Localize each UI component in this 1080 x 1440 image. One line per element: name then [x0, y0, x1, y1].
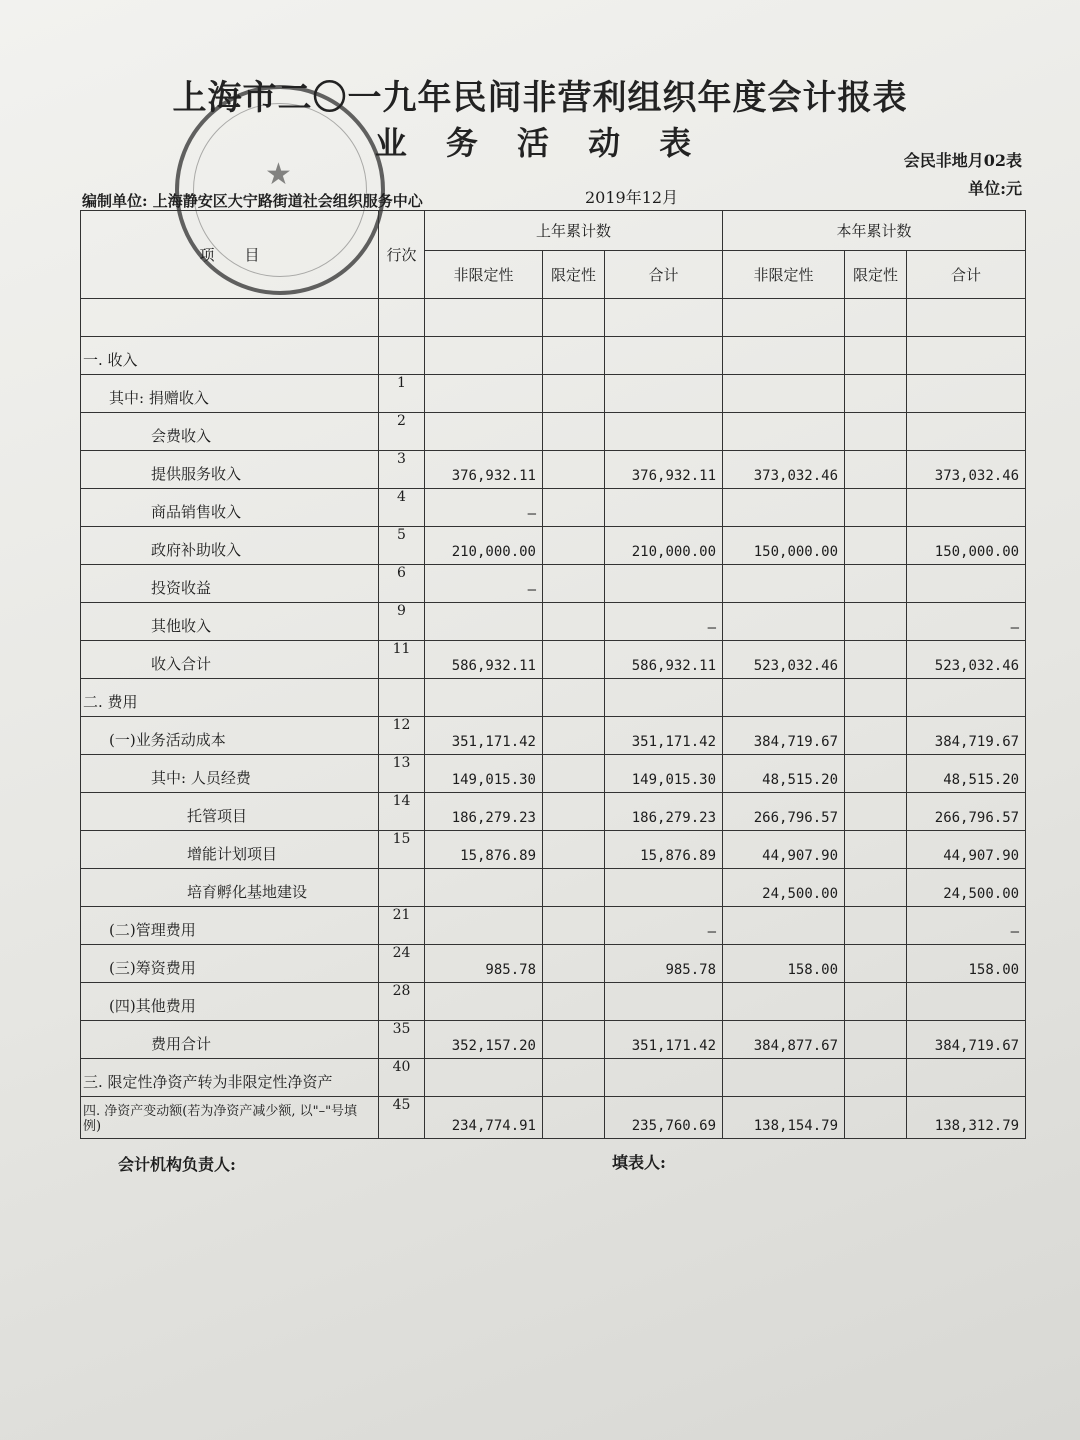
cell-curr-total — [907, 413, 1026, 451]
cell-prev-restricted — [543, 755, 605, 793]
cell-prev-total: 586,932.11 — [605, 641, 723, 679]
header-prev-restricted: 限定性 — [543, 251, 605, 299]
cell-prev-total: 149,015.30 — [605, 755, 723, 793]
cell-curr-total — [907, 337, 1026, 375]
row-item-label: 增能计划项目 — [81, 831, 379, 869]
cell-curr-restricted — [845, 983, 907, 1021]
cell-prev-unrestricted — [425, 679, 543, 717]
cell-curr-restricted — [845, 565, 907, 603]
header-curr-year: 本年累计数 — [723, 211, 1026, 251]
row-item-label: 一. 收入 — [81, 337, 379, 375]
cell-prev-unrestricted — [425, 337, 543, 375]
row-item-label — [81, 299, 379, 337]
cell-prev-unrestricted — [425, 413, 543, 451]
cell-curr-total: 373,032.46 — [907, 451, 1026, 489]
table-row — [81, 565, 1026, 603]
table-row — [81, 945, 1026, 983]
cell-prev-restricted — [543, 489, 605, 527]
cell-curr-total: 523,032.46 — [907, 641, 1026, 679]
row-item-label: 其中: 捐赠收入 — [81, 375, 379, 413]
cell-curr-total: – — [907, 907, 1026, 945]
table-row — [81, 299, 1026, 337]
header-line-no: 行次 — [379, 211, 425, 299]
cell-curr-total — [907, 299, 1026, 337]
row-item-label: 三. 限定性净资产转为非限定性净资产 — [81, 1059, 379, 1097]
cell-curr-total: 44,907.90 — [907, 831, 1026, 869]
row-line-no: 9 — [379, 603, 425, 641]
cell-prev-restricted — [543, 527, 605, 565]
cell-prev-total — [605, 565, 723, 603]
header-prev-unrestricted: 非限定性 — [425, 251, 543, 299]
row-item-label: 其中: 人员经费 — [81, 755, 379, 793]
cell-prev-unrestricted: 351,171.42 — [425, 717, 543, 755]
cell-prev-unrestricted: 985.78 — [425, 945, 543, 983]
preparing-organization: 编制单位: 上海静安区大宁路街道社会组织服务中心 — [82, 192, 423, 210]
cell-prev-total — [605, 1059, 723, 1097]
row-item-label: 收入合计 — [81, 641, 379, 679]
cell-curr-restricted — [845, 527, 907, 565]
cell-prev-total: 210,000.00 — [605, 527, 723, 565]
cell-curr-restricted — [845, 375, 907, 413]
cell-prev-total — [605, 983, 723, 1021]
table-row — [81, 527, 1026, 565]
row-line-no — [379, 337, 425, 375]
cell-curr-restricted — [845, 413, 907, 451]
cell-prev-unrestricted: 210,000.00 — [425, 527, 543, 565]
cell-curr-unrestricted: 373,032.46 — [723, 451, 845, 489]
cell-curr-unrestricted: 24,500.00 — [723, 869, 845, 907]
row-item-label: (三)筹资费用 — [81, 945, 379, 983]
cell-curr-restricted — [845, 717, 907, 755]
cell-curr-restricted — [845, 489, 907, 527]
cell-curr-restricted — [845, 299, 907, 337]
cell-curr-restricted — [845, 1059, 907, 1097]
form-code: 会民非地月02表 — [903, 151, 1022, 170]
table-row — [81, 489, 1026, 527]
cell-prev-unrestricted — [425, 299, 543, 337]
row-item-label: 会费收入 — [81, 413, 379, 451]
cell-curr-total: 266,796.57 — [907, 793, 1026, 831]
cell-prev-restricted — [543, 1059, 605, 1097]
row-line-no — [379, 299, 425, 337]
cell-curr-unrestricted — [723, 603, 845, 641]
cell-curr-unrestricted — [723, 413, 845, 451]
cell-curr-restricted — [845, 1097, 907, 1139]
activity-table — [80, 210, 1026, 1139]
header-curr-total: 合计 — [907, 251, 1026, 299]
row-line-no: 11 — [379, 641, 425, 679]
row-line-no: 3 — [379, 451, 425, 489]
cell-prev-unrestricted: 149,015.30 — [425, 755, 543, 793]
cell-prev-restricted — [543, 413, 605, 451]
cell-prev-unrestricted: 352,157.20 — [425, 1021, 543, 1059]
cell-prev-total — [605, 869, 723, 907]
table-row — [81, 603, 1026, 641]
row-line-no: 21 — [379, 907, 425, 945]
cell-curr-unrestricted: 158.00 — [723, 945, 845, 983]
row-line-no: 14 — [379, 793, 425, 831]
header-row-1 — [81, 211, 1026, 251]
cell-curr-restricted — [845, 907, 907, 945]
report-title: 上海市二〇一九年民间非营利组织年度会计报表 — [172, 78, 908, 118]
row-line-no: 15 — [379, 831, 425, 869]
row-item-label: 二. 费用 — [81, 679, 379, 717]
report-date: 2019年12月 — [585, 188, 679, 207]
cell-curr-unrestricted — [723, 679, 845, 717]
cell-prev-total — [605, 375, 723, 413]
row-line-no: 1 — [379, 375, 425, 413]
table-row — [81, 375, 1026, 413]
table-row — [81, 793, 1026, 831]
table-row — [81, 1097, 1026, 1139]
row-line-no: 35 — [379, 1021, 425, 1059]
table-row — [81, 679, 1026, 717]
cell-curr-total: 138,312.79 — [907, 1097, 1026, 1139]
header-curr-restricted: 限定性 — [845, 251, 907, 299]
cell-curr-unrestricted: 44,907.90 — [723, 831, 845, 869]
cell-curr-total: 24,500.00 — [907, 869, 1026, 907]
table-row — [81, 451, 1026, 489]
table-row — [81, 869, 1026, 907]
header-prev-total: 合计 — [605, 251, 723, 299]
row-item-label: (二)管理费用 — [81, 907, 379, 945]
table-row — [81, 831, 1026, 869]
cell-prev-restricted — [543, 641, 605, 679]
currency-unit: 单位:元 — [968, 179, 1022, 198]
cell-curr-restricted — [845, 337, 907, 375]
cell-prev-unrestricted: 234,774.91 — [425, 1097, 543, 1139]
cell-prev-restricted — [543, 299, 605, 337]
cell-prev-unrestricted — [425, 869, 543, 907]
row-line-no: 40 — [379, 1059, 425, 1097]
cell-prev-restricted — [543, 717, 605, 755]
cell-prev-total: – — [605, 603, 723, 641]
cell-curr-total — [907, 375, 1026, 413]
accounting-head-label: 会计机构负责人: — [118, 1155, 236, 1174]
cell-curr-unrestricted — [723, 489, 845, 527]
seal-star-icon: ★ — [265, 157, 292, 192]
cell-curr-total: – — [907, 603, 1026, 641]
row-item-label: 培育孵化基地建设 — [81, 869, 379, 907]
header-prev-year: 上年累计数 — [425, 211, 723, 251]
cell-curr-restricted — [845, 945, 907, 983]
cell-prev-unrestricted: 586,932.11 — [425, 641, 543, 679]
cell-curr-unrestricted: 150,000.00 — [723, 527, 845, 565]
row-item-label: 政府补助收入 — [81, 527, 379, 565]
row-item-label: 商品销售收入 — [81, 489, 379, 527]
row-line-no: 6 — [379, 565, 425, 603]
cell-prev-unrestricted — [425, 375, 543, 413]
cell-prev-total: 186,279.23 — [605, 793, 723, 831]
cell-curr-total: 150,000.00 — [907, 527, 1026, 565]
cell-prev-restricted — [543, 375, 605, 413]
cell-curr-unrestricted — [723, 375, 845, 413]
cell-prev-unrestricted: – — [425, 489, 543, 527]
cell-prev-total: 15,876.89 — [605, 831, 723, 869]
cell-prev-total — [605, 299, 723, 337]
cell-prev-unrestricted — [425, 907, 543, 945]
cell-prev-unrestricted — [425, 983, 543, 1021]
row-line-no: 45 — [379, 1097, 425, 1139]
row-line-no: 5 — [379, 527, 425, 565]
cell-curr-total: 158.00 — [907, 945, 1026, 983]
cell-prev-total — [605, 413, 723, 451]
cell-curr-unrestricted: 138,154.79 — [723, 1097, 845, 1139]
cell-prev-unrestricted — [425, 603, 543, 641]
cell-prev-restricted — [543, 1021, 605, 1059]
preparer-label: 填表人: — [612, 1153, 666, 1172]
cell-prev-unrestricted: 15,876.89 — [425, 831, 543, 869]
cell-prev-total: 376,932.11 — [605, 451, 723, 489]
row-item-label: 费用合计 — [81, 1021, 379, 1059]
cell-curr-total: 384,719.67 — [907, 717, 1026, 755]
cell-prev-restricted — [543, 793, 605, 831]
cell-prev-total: 985.78 — [605, 945, 723, 983]
row-line-no: 12 — [379, 717, 425, 755]
cell-curr-total: 384,719.67 — [907, 1021, 1026, 1059]
cell-prev-total — [605, 679, 723, 717]
table-row — [81, 1021, 1026, 1059]
cell-prev-restricted — [543, 1097, 605, 1139]
cell-prev-restricted — [543, 907, 605, 945]
cell-curr-unrestricted — [723, 337, 845, 375]
row-item-label: 托管项目 — [81, 793, 379, 831]
cell-curr-unrestricted — [723, 1059, 845, 1097]
cell-prev-restricted — [543, 337, 605, 375]
cell-curr-unrestricted — [723, 299, 845, 337]
cell-curr-unrestricted: 266,796.57 — [723, 793, 845, 831]
cell-curr-total — [907, 565, 1026, 603]
cell-prev-restricted — [543, 679, 605, 717]
table-row — [81, 1059, 1026, 1097]
cell-curr-total — [907, 679, 1026, 717]
cell-curr-total — [907, 489, 1026, 527]
cell-curr-restricted — [845, 793, 907, 831]
table-row — [81, 755, 1026, 793]
row-item-label: (一)业务活动成本 — [81, 717, 379, 755]
row-line-no: 4 — [379, 489, 425, 527]
cell-prev-total — [605, 489, 723, 527]
cell-prev-restricted — [543, 451, 605, 489]
table-row — [81, 717, 1026, 755]
cell-curr-restricted — [845, 603, 907, 641]
cell-curr-restricted — [845, 451, 907, 489]
cell-curr-unrestricted: 384,719.67 — [723, 717, 845, 755]
cell-curr-unrestricted: 523,032.46 — [723, 641, 845, 679]
header-curr-unrestricted: 非限定性 — [723, 251, 845, 299]
row-item-label: 四. 净资产变动额(若为净资产减少额, 以"–"号填例) — [81, 1097, 379, 1139]
cell-curr-restricted — [845, 831, 907, 869]
cell-prev-total: – — [605, 907, 723, 945]
cell-curr-total: 48,515.20 — [907, 755, 1026, 793]
cell-curr-restricted — [845, 679, 907, 717]
row-item-label: 提供服务收入 — [81, 451, 379, 489]
row-item-label: 投资收益 — [81, 565, 379, 603]
cell-prev-restricted — [543, 869, 605, 907]
cell-curr-unrestricted — [723, 907, 845, 945]
cell-prev-restricted — [543, 565, 605, 603]
row-line-no: 2 — [379, 413, 425, 451]
cell-prev-total — [605, 337, 723, 375]
cell-curr-unrestricted — [723, 983, 845, 1021]
cell-prev-unrestricted: – — [425, 565, 543, 603]
row-item-label: (四)其他费用 — [81, 983, 379, 1021]
table-row — [81, 907, 1026, 945]
cell-prev-total: 351,171.42 — [605, 1021, 723, 1059]
cell-prev-restricted — [543, 945, 605, 983]
row-line-no — [379, 679, 425, 717]
table-row — [81, 641, 1026, 679]
cell-prev-unrestricted — [425, 1059, 543, 1097]
cell-curr-total — [907, 983, 1026, 1021]
row-line-no: 24 — [379, 945, 425, 983]
header-item: 项 目 — [81, 211, 379, 299]
cell-curr-restricted — [845, 869, 907, 907]
cell-curr-total — [907, 1059, 1026, 1097]
table-row — [81, 337, 1026, 375]
cell-curr-restricted — [845, 755, 907, 793]
row-line-no: 28 — [379, 983, 425, 1021]
cell-curr-unrestricted: 48,515.20 — [723, 755, 845, 793]
cell-prev-unrestricted: 376,932.11 — [425, 451, 543, 489]
cell-prev-restricted — [543, 983, 605, 1021]
row-item-label: 其他收入 — [81, 603, 379, 641]
cell-prev-unrestricted: 186,279.23 — [425, 793, 543, 831]
cell-curr-unrestricted — [723, 565, 845, 603]
cell-curr-restricted — [845, 1021, 907, 1059]
report-subtitle: 业 务 活 动 表 — [374, 124, 706, 162]
row-line-no — [379, 869, 425, 907]
table-row — [81, 413, 1026, 451]
cell-curr-unrestricted: 384,877.67 — [723, 1021, 845, 1059]
cell-prev-restricted — [543, 831, 605, 869]
cell-curr-restricted — [845, 641, 907, 679]
row-line-no: 13 — [379, 755, 425, 793]
cell-prev-total: 351,171.42 — [605, 717, 723, 755]
cell-prev-restricted — [543, 603, 605, 641]
table-row — [81, 983, 1026, 1021]
cell-prev-total: 235,760.69 — [605, 1097, 723, 1139]
